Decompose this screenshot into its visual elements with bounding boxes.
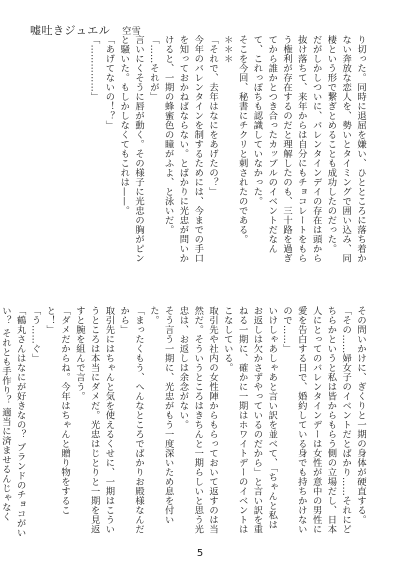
paragraph: 言いにくそうに唇が動く。その様子に光忠の胸がピンと騒いた。もしかしなくてもこれは——。	[118, 35, 145, 263]
lower-text-block	[0, 306, 367, 538]
paragraph: 「鶴丸さんはなにが好きなの？ ブランドのチョコがいい？ それとも手作り？ 適当に済ませるんじゃなく	[0, 306, 26, 538]
paragraph: 「それで、去年はなにをあげたの？」	[207, 35, 219, 197]
paragraph: 「……………」	[88, 35, 100, 102]
paragraph: 「まったくもう、へんなところでばかりお殿様なんだから」	[118, 306, 145, 534]
paragraph: 取引先や社内の女性陣からもらっておいて返すのは当然だ。そういうところはきちんと一期らしいと思う光忠は、お返しは余念がない。	[177, 306, 219, 534]
paragraph: 「あげてないの！？」	[103, 35, 115, 130]
paragraph: 取引先にはちゃんと気を使えるくせに、一期はこういうところは本当にダメだ。光忠はじとりと一期を見返すと腕を組んで言う。	[73, 306, 115, 534]
paragraph: 「その……婦女子のイベントだとばかり……それにどちらかというと私は皆からもらう側の立場だし、日本人にとってのバレンタインデーは女性が意中の男性に愛を告白する日で、婚約している身でも持ちかけないので……」	[281, 306, 352, 534]
paragraph: ＊＊＊	[221, 35, 233, 64]
page-number: 5	[196, 548, 204, 559]
paragraph: その問いかけに、ぎくりと一期の身体が硬直する。	[355, 306, 366, 525]
paragraph: いけしゃあしゃあと言い訳を並べて、「ちゃんと私はお返しは欠かさずやっているのだから」と言い訳を重ねる一期に、確かに一期はホワイトデーのイベントはこなしている。	[221, 306, 278, 534]
upper-text-block	[31, 35, 367, 270]
paragraph: そこを今回、秘書にチクリと刺されたのである。	[236, 35, 248, 244]
author-name: 空雪	[122, 27, 142, 37]
paragraph: り切った。同時に退屈を嫌い、ひとところに落ち着かない奔放な恋人を、勢いとタイミングで囲い込み、同棲という形で繋ぎとめることも成功したのだった。	[325, 35, 366, 263]
paragraph: 「う……ぐ」	[29, 306, 41, 363]
paragraph: だがしかしついに、バレンタインデイの存在は頭から抜け落ちて、来年からは自分にもチョコレートをもらう権利が存在するのだと理解したのも、三十路を過ぎてから誰かとつき合ったカップルのイベントだなんて、これっぽちも認識していなかった。	[251, 35, 322, 263]
paragraph: 「……それが」	[147, 35, 159, 102]
paragraph: 「ダメだからね。今年はちゃんと贈り物をすること！」	[44, 306, 71, 515]
paragraph: 今年のバレンタインを制するためには、今までの手口を知っておかねばならない。とばかりに光忠が問いかけると、一期の蜂蜜色の瞳がふよ、と泳いだ。	[162, 35, 204, 263]
book-title: 嘘吐きジュエル	[30, 24, 111, 37]
paragraph: そう言う一期に、光忠がもう一度深いため息を付いた。	[147, 306, 174, 525]
